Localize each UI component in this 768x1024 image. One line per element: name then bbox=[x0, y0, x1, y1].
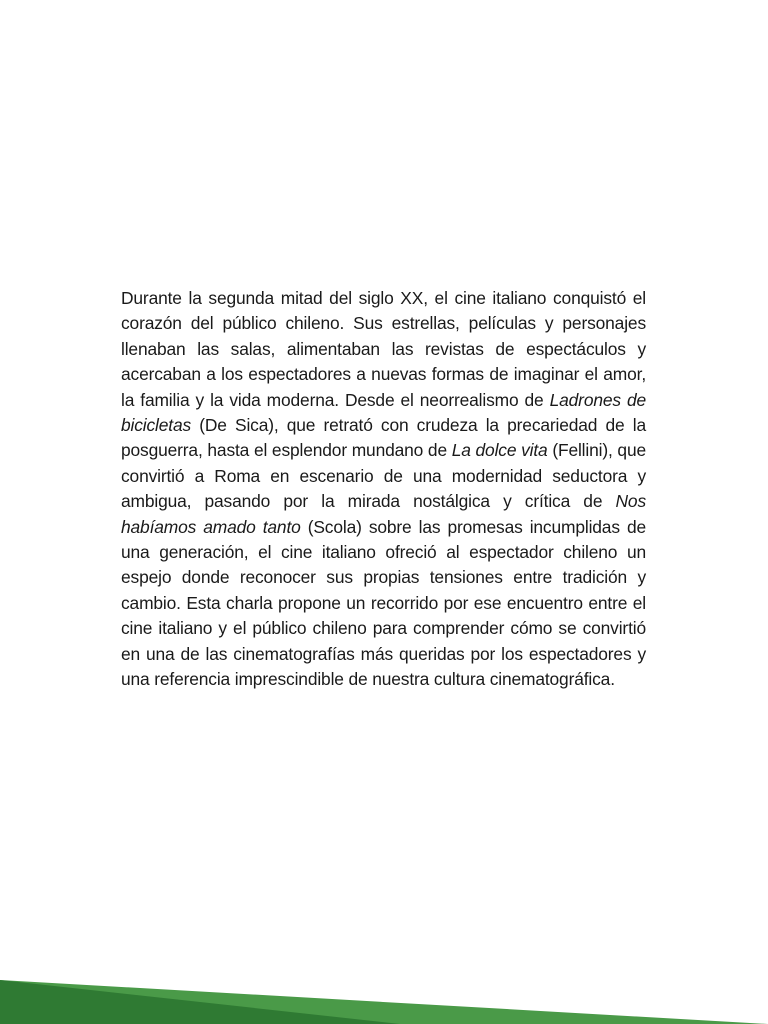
film-title-ladrones: Ladrones de bicicletas bbox=[121, 389, 646, 436]
film-title-nos-habiamos: Nos habíamos amado tanto bbox=[121, 491, 646, 537]
paragraph-text-3: (Fellini), que convirtió a Roma en escenario de una modernidad seductora y ambigua, pasando por la mirada nostálgica y crítica de bbox=[121, 440, 646, 512]
film-title-dolce-vita: La dolce vita bbox=[451, 440, 548, 461]
paragraph-text-1: Durante la segunda mitad del siglo XX, el cine italiano conquistó el corazón del público chileno. Sus estrellas, películas y personajes llenaban las salas, alimentaban las revistas de espectáculos y acercaban a los espectadores a nuevas formas de imaginar el amor, la familia y la vida moderna. Desde el neorrealismo de bbox=[121, 288, 646, 410]
paragraph-text-4: (Scola) sobre las promesas incumplidas de una generación, el cine italiano ofreció al espectador chileno un espejo donde reconocer sus propias tensiones entre tradición y cambio. Esta charla propone un recorrido por ese encuentro entre el cine italiano y el público chileno para comprender cómo se convirtió en una de las cinematografías más queridas por los espectadores y una referencia imprescindible de nuestra cultura cinematográfica. bbox=[121, 516, 646, 690]
body-paragraph bbox=[121, 286, 646, 693]
paragraph-text-2: (De Sica), que retrató con crudeza la precariedad de la posguerra, hasta el esplendor mundano de bbox=[121, 415, 646, 461]
green-footer-band bbox=[0, 980, 768, 1024]
